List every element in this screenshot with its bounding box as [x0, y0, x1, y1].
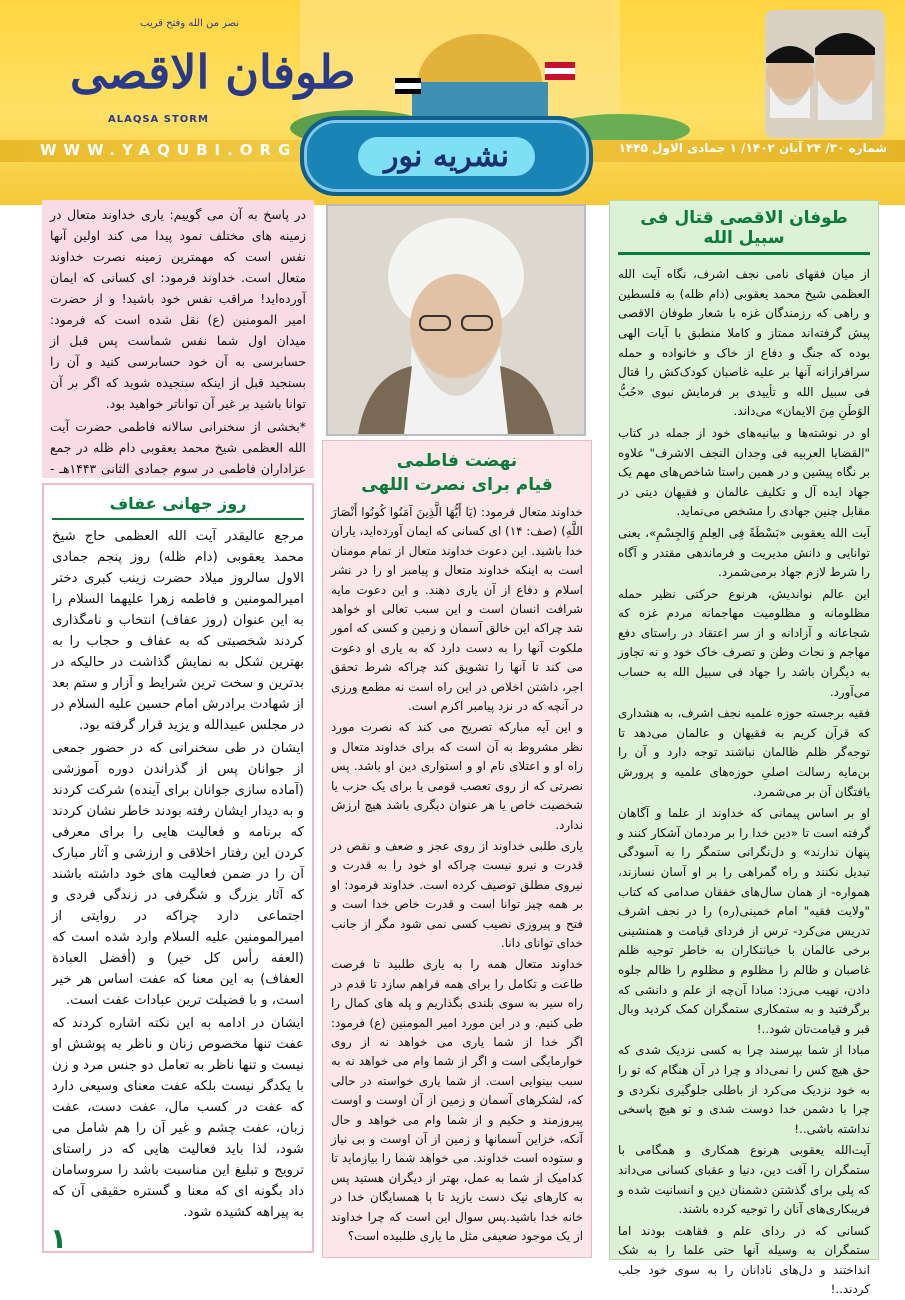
publication-title: نشریه نور — [358, 137, 535, 176]
logo-wordmark: طوفان الاقصی — [70, 45, 356, 99]
paragraph-source-note: *بخشی از سخنرانی سالانه فاطمی حضرت آیت الله العظمی شیخ محمد یعقوبی دام ظله در جمع عزاداران فاطمی در سوم جمادی الثانی ۱۴۴۳هـ - — [50, 419, 306, 476]
cleric-portrait-icon — [328, 206, 584, 434]
author-photo — [326, 204, 586, 436]
article-title: طوفان الاقصی قتال فی سبیل الله — [618, 209, 870, 255]
article-fatimid-uprising — [322, 440, 592, 1258]
paragraph: او بر اساس پیمانی که خداوند از علما و آگاهان گرفته است تا «دین خدا را بر مردمان آشکار کنند و پنهان ندارند» و دل‌نگرانی ستمگر را به آسودگی تبدیل نکنند و راه گمراهی را بر او آسان نسازند، همواره- از همان سال‌های خفقان صدامی که کتاب "ولایت فقیه" امام خمینی(ره) را در نجف اشرف تدریس می‌کرد- ترس از فردای قیامت و همنشینی برخی عالمان با خیانتکاران به خاطر توجیه ظلم غاصبان و ظالم را مظلوم و مظلوم را ظالم جلوه دادن، نهیب می‌زد: مبادا آن‌چه از علم و دانشی که برگرفتید و به ستمکاری ستمگران کمک کردید وبال قبر و قیامت‌تان شود..! — [618, 806, 870, 1036]
paragraph: یاری طلبی خداوند از روی عجز و ضعف و نقص در قدرت و نیرو نیست چراکه او خود را به قدرت و نیروی مطلق توصیف کرده است. خداوند فرمود: او بر همه چیز توانا است و قدرت خاص خدا است و فتح و پیروزی نصیب کسی نمی شود مگر از جانب خدای توانای دانا. — [331, 838, 583, 950]
article-chastity-day — [42, 483, 314, 1253]
paragraph: و این آیه مبارکه تصریح می کند که نصرت مورد نظر مشروط به آن است که برای خداوند متعال و راه او و اعتلای نام او و استواری دین او باشد. پس نصرتی که از روی تعصب قومی یا برای یک حزب یا شخصیت خاص یا هر عنوان دیگری باشد هیچ ارزش ندارد. — [331, 720, 583, 832]
paragraph: در پاسخ به آن می گوییم: یاری خداوند متعال در زمینه های مختلف نمود پیدا می کند اولین آنها نفس است که مهمترین زمینه نصرت خداوند متعال است. خداوند فرمود: ای کسانی که ایمان آورده‌اید! مراقب نفس خود باشید! و از حضرت امیر المومنین (ع) نقل شده است که فرمود: میدان اول شما نفس شماست پس قبل از حسابرسی به آن خود حسابرسی کنید و آن را بسنجید قبل از اینکه سنجیده شوید که اگر بر آن توانا باشید بر غیر آن تواناتر خواهید بود. — [50, 207, 306, 411]
paragraph: خداوند متعال فرمود: (یَا أَیُّهَا الَّذِینَ آمَنُوا کُونُوا أَنْصَارَ اللَّهِ) (صف: ۱۴) ای کسانی که ایمان آورده‌اید، یاران خدا باشید. این دعوت خداوند متعال از تمام مومنان است به اینکه خداوند متعال و پیامبر او را در نشر اسلام و دفاع از آن یاری دهند. و این دعوت مایه شرافت انسان است و این سبب تعالی او خواهد شد چراکه این خالق آسمان و زمین و کسی که امور ملکوت آنها را به دست دارد که به یاری او دعوت می کند تا آنها را تشویق کند چراکه شرط تحقق اجر، داشتن اخلاص در این راه است نه مطمع ورزی در آنچه که در نزد پیامبر اکرم است. — [331, 505, 583, 714]
article-title — [331, 449, 583, 497]
article-title: روز جهانی عفاف — [52, 493, 304, 520]
logo-english: ALAQSA STORM — [108, 114, 209, 125]
article-title-line1: نهضت فاطمی — [396, 451, 518, 471]
paragraph: این عالم نواندیش، هرنوع حرکتی نظیر حمله مظلومانه و مظلومیت مهاجمانه مردم غزه که شجاعانه و آزادانه و از سر اعتقاد در راستای دفع مهاجم و نجات وطن و تصرف خاک خود و نه تجاوز به دیگران باشد را جهاد فی سبیل الله به حساب می‌آورد. — [618, 586, 870, 699]
paragraph: آیت الله یعقوبی «بَسْطَةً فِی العِلمِ وَالجِسْمِ»، یعنی توانایی و دانش مدیریت و فرماندهی مقتدر و آگاه را شرط لازم جهاد برمی‌شمرد. — [618, 525, 870, 580]
paragraph: او در نوشته‌ها و بیانیه‌های خود از جمله در کتاب "القضایا العربیه فی وجدان النجف الاشرف" علاوه بر نگاه پیشین و در همین راستا شاخص‌های مهم یک جهاد ایده آل و تکلیف عالمان و فقیهان دینی در مقابل چنین جهادی را مشخص می‌نماید. — [618, 425, 870, 519]
paragraph: ایشان در ادامه به این نکته اشاره کردند که عفت تنها مخصوص زنان و ناظر به پوشش او نیست و تنها ناظر به تعامل دو جنس مرد و زن با یکدگر نیست بلکه عفت معنای وسیعی دارد که عفت در کسب مال، عفت دست، عفت زبان، عفت چشم و غیر آن را هم شامل می شود، لذا باید فعالیت هایی که در راستای ترویج و تبلیغ این مناسبت باشد را سروسامان داد بگونه ای که معنا و گستره حقیقی آن که به پیراهه کشیده شود. — [52, 1016, 304, 1220]
logo-tagline: نصر من الله وفتح قريب — [140, 18, 240, 29]
paragraph: فقیه برجسته حوزه علمیه نجف اشرف، به هشداری که قرآن کریم به فقیهان و عالمان می‌دهد تا توجه‌گر ظلم ظالمان نباشند توجه دارد و آن را بن‌مایه رسالت اصلیِ حوزه‌های علمیه و پرورش یافتگان آن بر می‌شمرد. — [618, 706, 870, 799]
paragraph: مرجع عالیقدر آیت الله العظمی حاج شیخ محمد یعقوبی (دام ظله) روز پنجم جمادی الاول سالروز میلاد حضرت زینب کبری دختر امیرالمومنین و فاطمه زهرا علیهما السلام را به این عنوان (روز عفاف) انتخاب و نامگذاری کردند شخصیتی که به عفاف و حجاب را به بهترین شکل به نمایش گذاشت در حالیکه در بدترین و سخت ترین شرایط و آزار و ستم بعد از شهادت برادرش امام حسین علیه السلام در در مجلس عبیدالله و یزید قرار گرفته بود. — [52, 529, 304, 733]
paragraph: مبادا از شما بپرسند چرا به کسی نزدیک شدی که حق هیچ کس را نمی‌داد و چرا در آن هنگام که تو را به خود نزدیک می‌کرد از باطلی جلوگیری نکردی و چرا با دشمن خدا دوست شدی و تو هیچ پاسخی نداشته باشی..! — [618, 1043, 870, 1136]
article-title-line2: قیام برای نصرت اللهی — [361, 475, 553, 495]
publication-banner — [300, 116, 593, 196]
paragraph: خداوند متعال همه را به یاری طلبید تا فرصت طاعت و تکامل را برای همه فراهم سازد تا قدم در راه سیر به سوی بلندی بگذاریم و پله های کمال را طی کنیم. و در این مورد امیر المومنین (ع) فرمود: اگر خدا از شما یاری می خواهد نه از روی خوارمایگی است و اگر از شما وام می خواهد نه به سبب بینوایی است. از شما یاری خواسته در حالی که، لشکرهای آسمان و زمین از آن اوست و اوست پیروزمند و حکیم و از شما وام می خواهد و حال آنکه، خزاین آسمانها و زمین از آن اوست و بی نیاز و ستوده است خداوند. می خواهد شما را بیازماید تا کدامیک از شما به عمل، بهتر از دیگران هستید پس به کارهای نیک دست یازید تا با همسایگان خدا در خانه خدا باشید.پس سوال این است که چرا خداوند از یک موجود ضعیفی مثل ما یاری طلبیده است؟ — [331, 957, 583, 1244]
article-tufan-al-aqsa — [609, 200, 879, 1297]
issue-info: شماره ۳۰/ ۲۴ آبان ۱۴۰۲/ ۱ جمادی الاول ۱۴۴۵ — [618, 141, 887, 155]
paragraph: ایشان در طی سخنرانی که در حضور جمعی از جوانان پس از گذراندن دوره آموزشی (آماده سازی جوانان برای آینده) شرکت کردند و به دیدار ایشان رفته بودند خاطر نشان کردند که برنامه و فعالیت هایی را برای معرفی کردن این رفتار اخلاقی و ارزشی و آثار مبارک آن را در ضمن فعالیت های خود داشته باشند که آثار بزرگ و شگرفی در زندگی فردی و اجتماعی دارد چراکه در روایتی از امیرالمومنین علیه السلام وارد شده است که (العفه رأس کل خیر) و (أفضل العبادة العفاف) به این معنا که عفت اساس هر خیر است، و با فضیلت ترین عبادات عفت است. — [52, 741, 304, 1008]
article-continuation — [42, 200, 314, 478]
website-url[interactable]: WWW.YAQUBI.ORG — [40, 141, 298, 159]
paragraph: کسانی که در ردای علم و فقاهت بودند اما ستمگران به وسیله آنها حتی علما را به شک انداختند و دل‌های نادانان را به سوی خود جلب کردند..! — [618, 1223, 870, 1297]
paragraph: از میان فقهای نامی نجف اشرف، نگاه آیت الله العظمی شیخ محمد یعقوبی (دام ظله) به فلسطین و راهی که رزمندگان غزه با شعار طوفان الاقصی پیش گرفته‌اند ممتاز و کاملا منطبق با آیات الهی بوده که جنگ و دفاع از خاک و خانواده و حمله سرافرازانه آنها بر علیه غاصبان کودک‌کش را قتال فی سبیل الله و تأییدی بر فرمایش نبوی «حُبُّ الوَطَنِ مِنَ الایمان» می‌داند. — [618, 267, 870, 419]
paragraph: آیت‌الله یعقوبی هرنوع همکاری و همگامی با ستمگران را آفت دین، دنیا و عقبای کسانی می‌داند که پلی برای گذشتن دشمنان دین و انسانیت شده و فریبکاری‌های آنان را توجیه کرده باشند. — [618, 1143, 870, 1217]
page-number: ۱ — [50, 1222, 68, 1255]
